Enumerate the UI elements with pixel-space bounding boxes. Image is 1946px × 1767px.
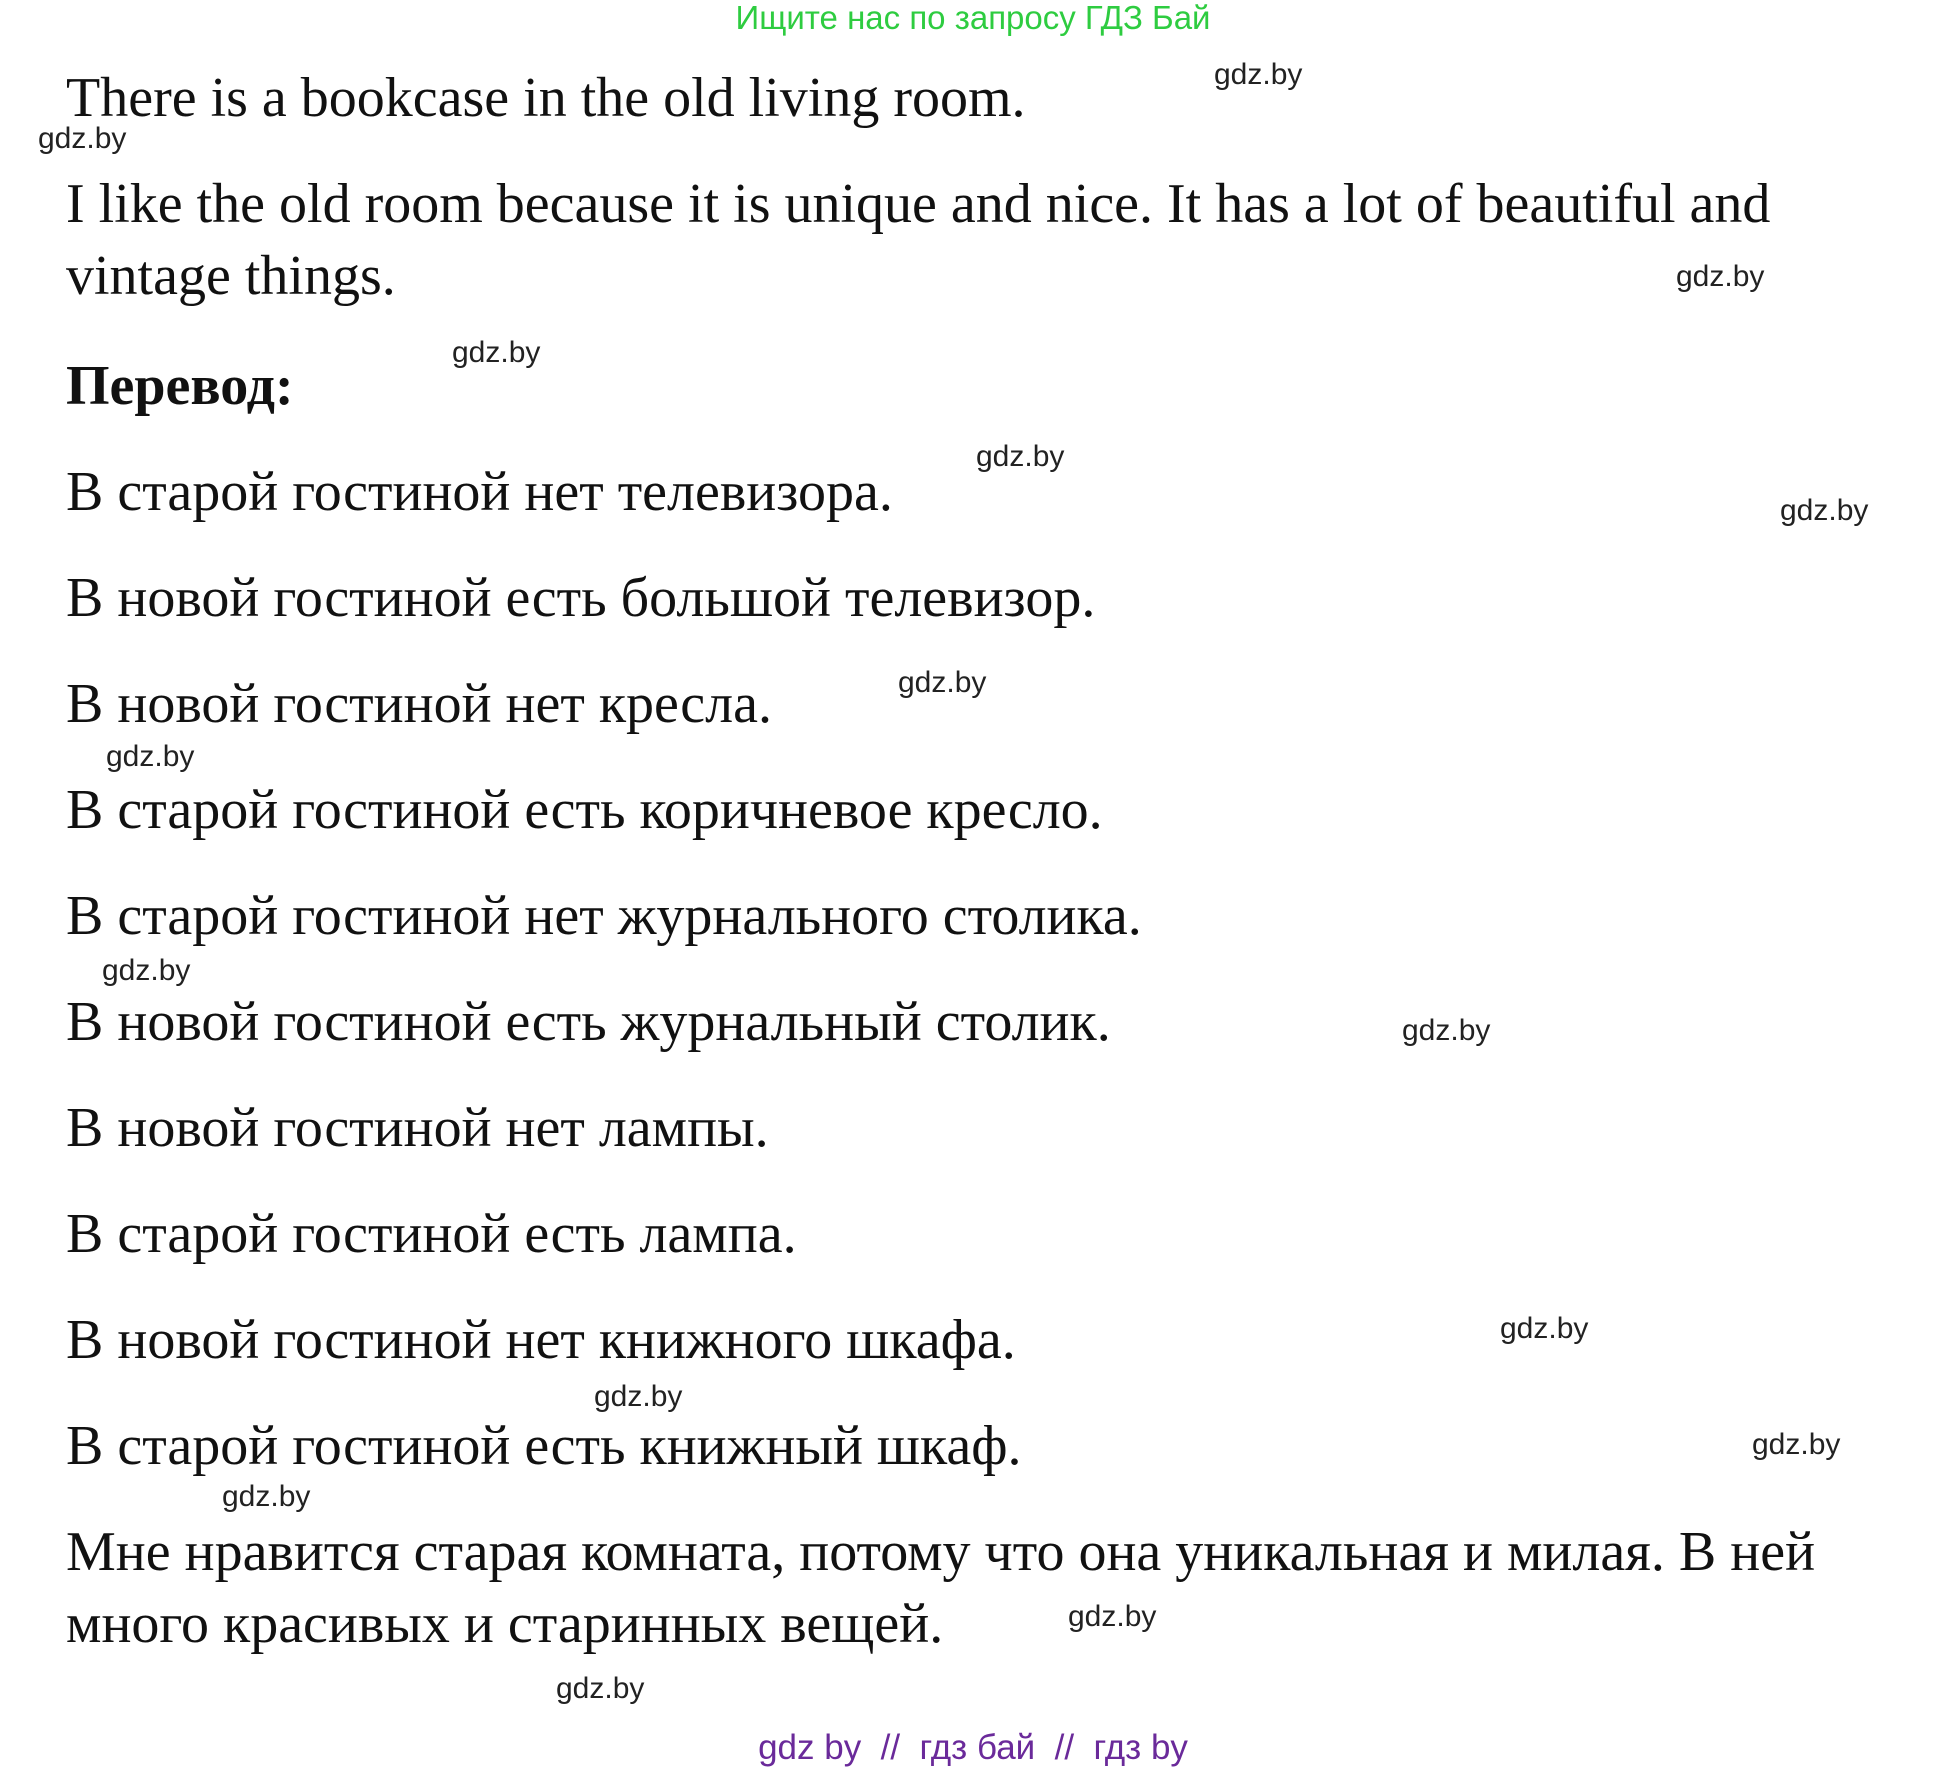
translation-sentence: В новой гостиной нет лампы. [66,1097,769,1159]
watermark: gdz.by [1752,1428,1841,1461]
watermark: gdz.by [556,1672,645,1705]
translation-sentence: В новой гостиной нет книжного шкафа. [66,1309,1016,1371]
english-paragraph-line-1: I like the old room because it is unique and nice. It has a lot of beautiful and [66,173,1771,235]
watermark: gdz.by [898,666,987,699]
english-line-1: There is a bookcase in the old living room. [66,67,1026,129]
watermark: gdz.by [222,1480,311,1513]
translation-sentence: В старой гостиной есть книжный шкаф. [66,1415,1022,1477]
closing-line-2: много красивых и старинных вещей. [66,1593,944,1655]
translation-sentence: В старой гостиной есть коричневое кресло. [66,779,1103,841]
watermark: gdz.by [594,1380,683,1413]
watermark: gdz.by [1780,494,1869,527]
watermark: gdz.by [1402,1014,1491,1047]
watermark: gdz.by [1676,260,1765,293]
translation-heading: Перевод: [66,355,294,417]
translation-sentence: В старой гостиной нет журнального столика. [66,885,1142,947]
translation-sentence: В старой гостиной нет телевизора. [66,461,893,523]
watermark: gdz.by [106,740,195,773]
search-note: Ищите нас по запросу ГДЗ Бай [735,0,1211,36]
closing-line-1: Мне нравится старая комната, потому что она уникальная и милая. В ней [66,1521,1816,1583]
watermark: gdz.by [102,954,191,987]
watermark: gdz.by [1214,58,1303,91]
watermark: gdz.by [976,440,1065,473]
watermark: gdz.by [38,122,127,155]
footer-links: gdz by // гдз бай // гдз by [758,1728,1188,1767]
watermark: gdz.by [1068,1600,1157,1633]
translation-sentence: В новой гостиной есть журнальный столик. [66,991,1111,1053]
translation-sentence: В старой гостиной есть лампа. [66,1203,797,1265]
watermark: gdz.by [1500,1312,1589,1345]
translation-sentence: В новой гостиной нет кресла. [66,673,772,735]
english-paragraph-line-2: vintage things. [66,245,396,307]
translation-sentence: В новой гостиной есть большой телевизор. [66,567,1096,629]
watermark: gdz.by [452,336,541,369]
